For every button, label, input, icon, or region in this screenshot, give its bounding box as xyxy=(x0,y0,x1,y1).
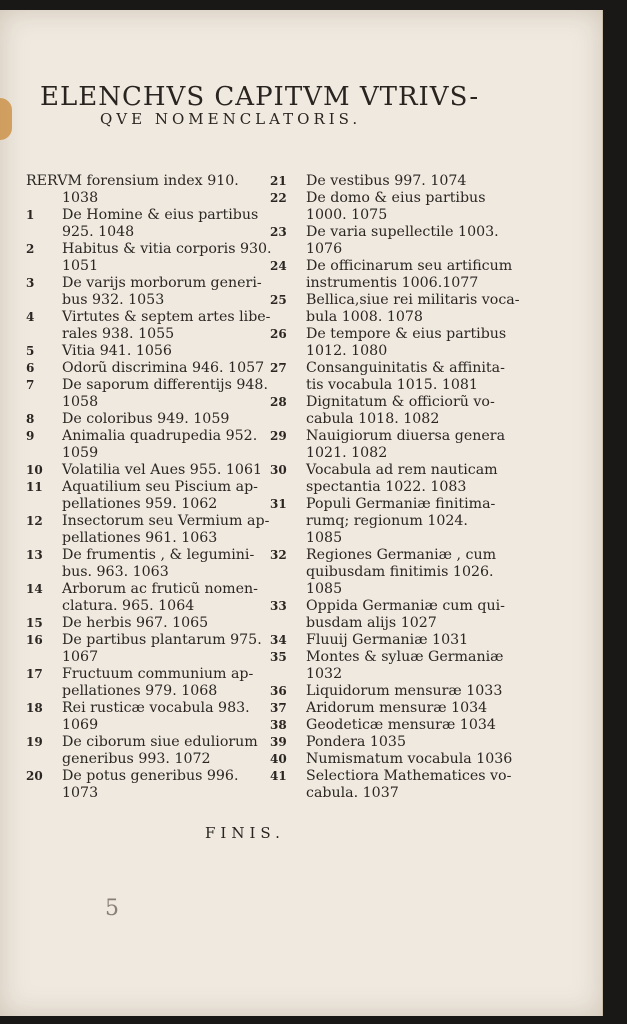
entry-line: rumq; regionum 1024. xyxy=(306,513,468,529)
entry-line: 1058 xyxy=(62,394,99,410)
entry-line: 1000. 1075 xyxy=(306,207,388,223)
entry-line: Odorũ discrimina 946. 1057 xyxy=(62,360,265,376)
index-entry xyxy=(270,326,532,360)
entry-line: Aquatilium seu Piscium ap- xyxy=(62,479,258,495)
entry-line: Liquidorum mensuræ 1033 xyxy=(306,683,503,699)
entry-number: 17 xyxy=(26,667,43,681)
left-entry-list xyxy=(26,207,272,802)
entry-line: Regiones Germaniæ , cum xyxy=(306,547,497,563)
index-entry xyxy=(26,411,262,428)
entry-number: 28 xyxy=(270,395,287,409)
entry-number: 34 xyxy=(270,633,287,647)
entry-line: Insectorum seu Vermium ap- xyxy=(62,513,270,529)
index-entry xyxy=(270,683,532,700)
index-entry xyxy=(26,275,262,309)
index-entry xyxy=(270,394,532,428)
index-entry xyxy=(26,581,262,615)
entry-line: De tempore & eius partibus xyxy=(306,326,507,342)
entry-line: Arborum ac fruticũ nomen- xyxy=(62,581,258,597)
index-entry xyxy=(26,666,262,700)
entry-line: De Homine & eius partibus xyxy=(62,207,259,223)
entry-number: 7 xyxy=(26,378,35,392)
entry-number: 24 xyxy=(270,259,287,273)
entry-line: bula 1008. 1078 xyxy=(306,309,423,325)
entry-line: 1051 xyxy=(62,258,99,274)
right-entry-list xyxy=(270,173,532,802)
entry-line: Oppida Germaniæ cum qui- xyxy=(306,598,505,614)
lead-line: RERVM forensium index 910. xyxy=(26,173,239,189)
entry-line: pellationes 959. 1062 xyxy=(62,496,218,512)
entry-line: De varia supellectile 1003. xyxy=(306,224,499,240)
entry-number: 9 xyxy=(26,429,35,443)
entry-line: De partibus plantarum 975. xyxy=(62,632,262,648)
page-mark: 5 xyxy=(105,896,119,921)
index-entry xyxy=(270,428,532,462)
entry-line: Vocabula ad rem nauticam xyxy=(306,462,498,478)
entry-number: 41 xyxy=(270,769,287,783)
entry-line: rales 938. 1055 xyxy=(62,326,175,342)
entry-line: busdam alijs 1027 xyxy=(306,615,437,631)
entry-line: 1012. 1080 xyxy=(306,343,388,359)
entry-number: 36 xyxy=(270,684,287,698)
index-entry xyxy=(270,173,532,190)
entry-number: 25 xyxy=(270,293,287,307)
entry-number: 37 xyxy=(270,701,287,715)
entry-line: 1069 xyxy=(62,717,99,733)
entry-number: 33 xyxy=(270,599,287,613)
entry-number: 14 xyxy=(26,582,43,596)
entry-line: clatura. 965. 1064 xyxy=(62,598,195,614)
index-entry xyxy=(270,258,532,292)
index-entry xyxy=(270,292,532,326)
entry-line: De frumentis , & legumini- xyxy=(62,547,255,563)
entry-number: 40 xyxy=(270,752,287,766)
index-entry xyxy=(26,547,262,581)
entry-number: 5 xyxy=(26,344,35,358)
entry-number: 16 xyxy=(26,633,43,647)
index-entry xyxy=(270,547,532,598)
right-column xyxy=(270,173,532,802)
index-entry xyxy=(26,428,262,462)
entry-number: 20 xyxy=(26,769,43,783)
entry-number: 26 xyxy=(270,327,287,341)
entry-line: 1085 xyxy=(306,530,343,546)
entry-number: 18 xyxy=(26,701,43,715)
index-entry xyxy=(26,479,262,513)
entry-line: Selectiora Mathematices vo- xyxy=(306,768,512,784)
entry-line: 1021. 1082 xyxy=(306,445,388,461)
entry-number: 3 xyxy=(26,276,35,290)
entry-line: bus. 963. 1063 xyxy=(62,564,169,580)
index-entry xyxy=(270,734,532,751)
index-entry xyxy=(270,462,532,496)
index-entry xyxy=(26,360,265,377)
title-line-2: QVE NOMENCLATORIS. xyxy=(100,110,362,128)
entry-line: Virtutes & septem artes libe- xyxy=(62,309,271,325)
index-entry xyxy=(26,462,262,479)
index-entry xyxy=(270,496,532,547)
index-entry xyxy=(270,190,532,224)
index-entry xyxy=(270,649,532,683)
index-entry xyxy=(270,224,532,258)
entry-number: 8 xyxy=(26,412,35,426)
entry-line: De coloribus 949. 1059 xyxy=(62,411,230,427)
entry-line: quibusdam finitimis 1026. xyxy=(306,564,494,580)
entry-number: 10 xyxy=(26,463,43,477)
index-entry xyxy=(270,768,532,802)
index-entry xyxy=(270,751,532,768)
entry-line: spectantia 1022. 1083 xyxy=(306,479,467,495)
lead-line: 1038 xyxy=(62,190,99,206)
entry-number: 22 xyxy=(270,191,287,205)
entry-line: Pondera 1035 xyxy=(306,734,406,750)
lead-entry xyxy=(26,173,262,207)
title-line-1: ELENCHVS CAPITVM VTRIVS- xyxy=(40,82,480,112)
entry-number: 12 xyxy=(26,514,43,528)
entry-line: 1073 xyxy=(62,785,99,801)
entry-number: 11 xyxy=(26,480,43,494)
entry-number: 2 xyxy=(26,242,35,256)
index-entry xyxy=(26,377,268,411)
entry-line: bus 932. 1053 xyxy=(62,292,165,308)
entry-number: 21 xyxy=(270,174,287,188)
entry-line: 1067 xyxy=(62,649,99,665)
index-entry xyxy=(270,717,532,734)
entry-line: Nauigiorum diuersa genera xyxy=(306,428,506,444)
entry-number: 23 xyxy=(270,225,287,239)
entry-number: 29 xyxy=(270,429,287,443)
entry-number: 39 xyxy=(270,735,287,749)
entry-line: Montes & syluæ Germaniæ xyxy=(306,649,504,665)
entry-line: generibus 993. 1072 xyxy=(62,751,211,767)
entry-line: De potus generibus 996. xyxy=(62,768,239,784)
entry-line: Numismatum vocabula 1036 xyxy=(306,751,513,767)
entry-line: pellationes 979. 1068 xyxy=(62,683,218,699)
entry-line: Vitia 941. 1056 xyxy=(62,343,172,359)
entry-line: Fructuum communium ap- xyxy=(62,666,254,682)
left-column xyxy=(26,173,272,802)
index-entry xyxy=(26,309,271,343)
entry-line: De officinarum seu artificum xyxy=(306,258,513,274)
index-entry xyxy=(26,241,272,275)
entry-line: 1085 xyxy=(306,581,343,597)
index-entry xyxy=(26,615,262,632)
entry-line: De vestibus 997. 1074 xyxy=(306,173,467,189)
entry-line: Volatilia vel Aues 955. 1061 xyxy=(62,462,262,478)
entry-line: instrumentis 1006.1077 xyxy=(306,275,479,291)
entry-line: cabula 1018. 1082 xyxy=(306,411,440,427)
entry-line: Bellica,siue rei militaris voca- xyxy=(306,292,520,308)
entry-number: 32 xyxy=(270,548,287,562)
entry-line: Populi Germaniæ finitima- xyxy=(306,496,496,512)
entry-number: 35 xyxy=(270,650,287,664)
entry-line: 1032 xyxy=(306,666,343,682)
entry-line: Aridorum mensuræ 1034 xyxy=(306,700,488,716)
entry-line: De varijs morborum generi- xyxy=(62,275,262,291)
index-entry xyxy=(26,768,262,802)
entry-number: 6 xyxy=(26,361,35,375)
entry-line: De ciborum siue eduliorum xyxy=(62,734,258,750)
index-entry xyxy=(26,513,270,547)
paper-stain xyxy=(0,98,12,140)
index-entry xyxy=(26,700,262,734)
entry-line: 925. 1048 xyxy=(62,224,135,240)
entry-number: 15 xyxy=(26,616,43,630)
entry-line: pellationes 961. 1063 xyxy=(62,530,218,546)
index-entry xyxy=(270,598,532,632)
book-page xyxy=(0,10,603,1016)
entry-line: De domo & eius partibus xyxy=(306,190,486,206)
entry-number: 1 xyxy=(26,208,35,222)
index-entry xyxy=(26,734,262,768)
index-entry xyxy=(270,632,532,649)
entry-number: 4 xyxy=(26,310,35,324)
entry-line: Geodeticæ mensuræ 1034 xyxy=(306,717,496,733)
entry-line: tis vocabula 1015. 1081 xyxy=(306,377,478,393)
entry-line: Consanguinitatis & affinita- xyxy=(306,360,505,376)
entry-line: cabula. 1037 xyxy=(306,785,399,801)
entry-line: De saporum differentijs 948. xyxy=(62,377,268,393)
entry-line: 1076 xyxy=(306,241,343,257)
entry-line: Dignitatum & officiorũ vo- xyxy=(306,394,495,410)
index-entry xyxy=(270,700,532,717)
entry-line: Habitus & vitia corporis 930. xyxy=(62,241,272,257)
entry-number: 13 xyxy=(26,548,43,562)
index-entry xyxy=(26,632,262,666)
finis-text: FINIS. xyxy=(205,824,285,842)
entry-number: 30 xyxy=(270,463,287,477)
entry-line: Fluuij Germaniæ 1031 xyxy=(306,632,469,648)
entry-line: 1059 xyxy=(62,445,99,461)
index-entry xyxy=(270,360,532,394)
index-entry xyxy=(26,207,262,241)
entry-number: 19 xyxy=(26,735,43,749)
entry-number: 31 xyxy=(270,497,287,511)
entry-line: Animalia quadrupedia 952. xyxy=(62,428,258,444)
entry-line: De herbis 967. 1065 xyxy=(62,615,209,631)
entry-line: Rei rusticæ vocabula 983. xyxy=(62,700,250,716)
index-entry xyxy=(26,343,262,360)
entry-number: 27 xyxy=(270,361,287,375)
entry-number: 38 xyxy=(270,718,287,732)
